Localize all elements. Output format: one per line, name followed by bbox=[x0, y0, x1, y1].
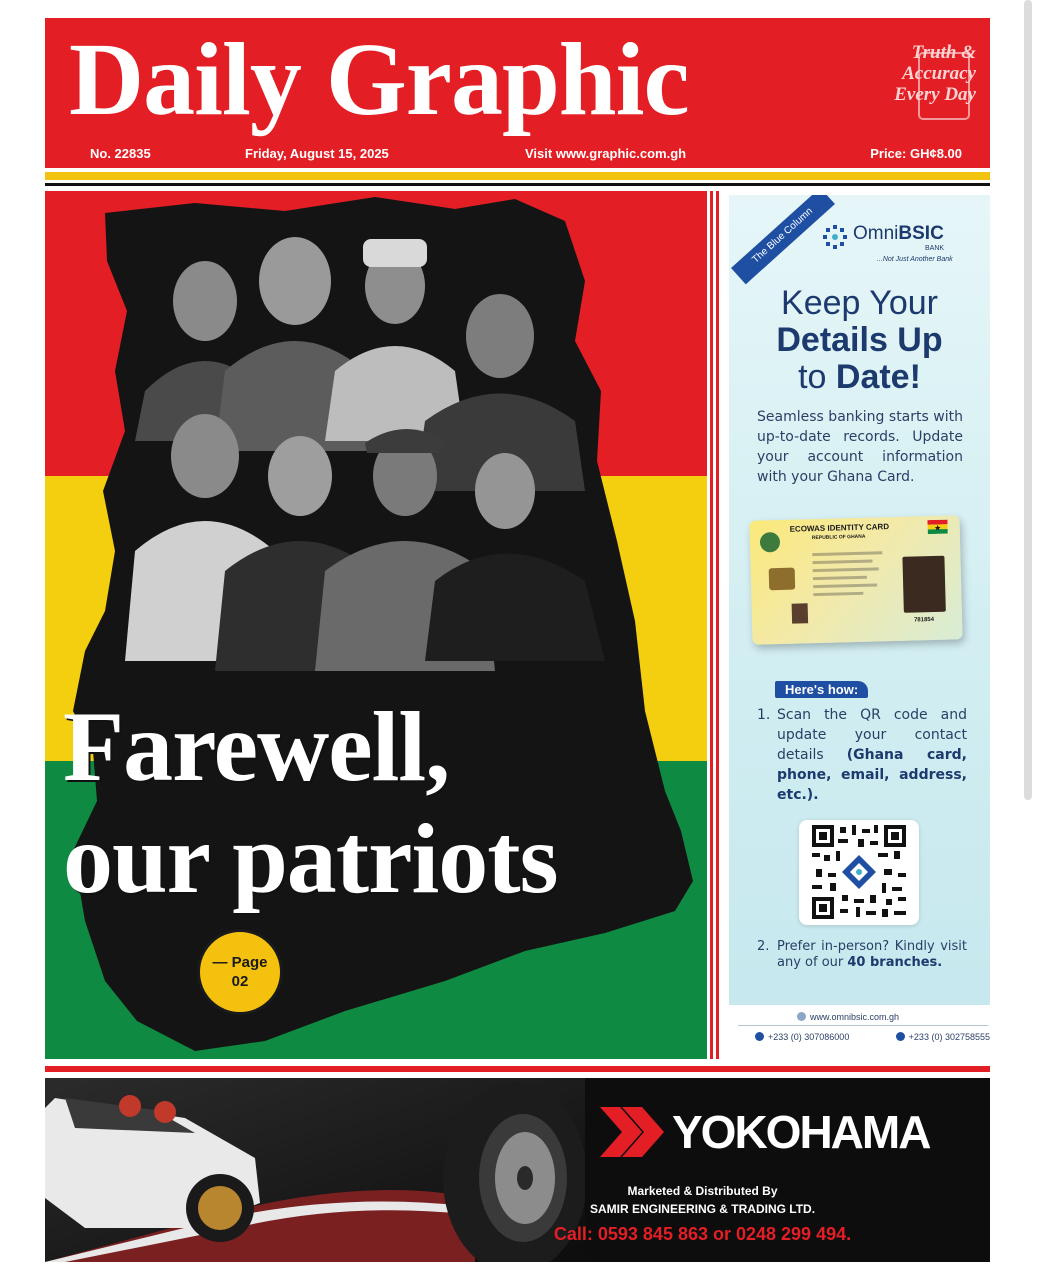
motto-line-1: Truth & bbox=[911, 42, 976, 63]
step-2-number: 2. bbox=[757, 939, 770, 954]
advert-separator-rule bbox=[45, 1066, 990, 1072]
card-text-line bbox=[813, 592, 863, 596]
portrait-head-8 bbox=[475, 453, 535, 529]
phone-1-number: +233 (0) 307086000 bbox=[768, 1032, 850, 1042]
ghana-flag-icon bbox=[927, 520, 947, 535]
ad-heading-line-2: Details Up bbox=[776, 321, 943, 359]
card-text-line bbox=[812, 560, 872, 565]
how-to-label: Here's how: bbox=[775, 681, 868, 698]
card-photo bbox=[902, 556, 945, 613]
card-chip-icon bbox=[769, 568, 796, 591]
masthead-gold-rule bbox=[45, 172, 990, 180]
column-divider bbox=[710, 191, 713, 1059]
issue-number: No. 22835 bbox=[90, 146, 151, 161]
cover-story[interactable] bbox=[45, 191, 707, 1059]
blue-column-ribbon: The Blue Column bbox=[731, 195, 835, 284]
omnibsic-logo-icon bbox=[823, 225, 847, 249]
car-taillight bbox=[119, 1095, 141, 1117]
yokohama-chevron-icon bbox=[600, 1107, 664, 1157]
omnibsic-brand bbox=[853, 223, 944, 245]
step-1 bbox=[757, 705, 967, 805]
card-country: REPUBLIC OF GHANA bbox=[811, 533, 866, 542]
yokohama-advert[interactable] bbox=[45, 1078, 990, 1262]
motto bbox=[864, 42, 976, 105]
phone-2[interactable] bbox=[896, 1032, 990, 1042]
phone-2-number: +233 (0) 302758555 bbox=[908, 1032, 990, 1042]
ad-heading-line-3 bbox=[729, 359, 990, 396]
portrait-head-5 bbox=[171, 414, 239, 498]
brand-tagline: ...Not Just Another Bank bbox=[877, 256, 953, 263]
heading-date: Date! bbox=[835, 358, 921, 396]
globe-icon bbox=[797, 1012, 806, 1021]
ad-body-text: Seamless banking starts with up-to-date records. Update your account information with your Ghana Card. bbox=[757, 409, 963, 485]
column-divider-inner bbox=[716, 191, 719, 1059]
brand-prefix: Omni bbox=[853, 223, 899, 244]
heading-to: to bbox=[798, 358, 836, 396]
step-1-body bbox=[757, 705, 967, 805]
portrait-head-1 bbox=[173, 261, 237, 341]
portrait-cap-3 bbox=[363, 239, 427, 267]
distributor-name: SAMIR ENGINEERING & TRADING LTD. bbox=[589, 1202, 816, 1216]
step-2-body bbox=[757, 939, 967, 971]
ghana-card-image bbox=[749, 515, 962, 644]
cover-headline[interactable] bbox=[63, 691, 703, 915]
issue-date: Friday, August 15, 2025 bbox=[245, 146, 389, 161]
ghana-map-with-portraits bbox=[45, 191, 707, 1059]
website-link[interactable]: Visit www.graphic.com.gh bbox=[525, 146, 687, 161]
yokohama-brand: YOKOHAMA bbox=[672, 1106, 930, 1158]
ad-heading-line-1: Keep Your bbox=[781, 284, 938, 322]
page-ref-number: 02 bbox=[231, 973, 249, 990]
step-2-text: Prefer in-person? Kindly visit any of our bbox=[777, 939, 967, 970]
card-text-line bbox=[812, 551, 882, 556]
brand-suffix: BSIC bbox=[898, 223, 944, 244]
step-2 bbox=[757, 939, 967, 971]
yokohama-logo bbox=[600, 1100, 929, 1164]
masthead bbox=[45, 18, 990, 168]
issue-price: Price: GH¢8.00 bbox=[870, 146, 962, 161]
card-number: 781854 bbox=[913, 616, 935, 624]
omnibsic-url: www.omnibsic.com.gh bbox=[810, 1012, 900, 1022]
portrait-head-4 bbox=[466, 294, 534, 378]
headline-line-2: our patriots bbox=[63, 803, 558, 914]
card-text-line bbox=[813, 567, 879, 572]
omnibsic-phones bbox=[755, 1032, 990, 1042]
portrait-head-6 bbox=[268, 436, 332, 516]
motto-line-3: Every Day bbox=[894, 84, 976, 105]
phone-icon bbox=[896, 1032, 905, 1041]
headline-line-1: Farewell, bbox=[63, 691, 450, 802]
masthead-info-strip bbox=[45, 144, 990, 164]
step-2-bold: 40 branches. bbox=[847, 955, 943, 970]
card-text-line bbox=[813, 583, 877, 588]
coat-of-arms-icon bbox=[760, 532, 781, 553]
distributor-phone[interactable]: Call: 0593 845 863 or 0248 299 494. bbox=[553, 1224, 852, 1244]
step-1-text: Scan the QR code and update your contact details bbox=[777, 707, 967, 763]
car-taillight bbox=[154, 1101, 176, 1123]
ad-contact-rule bbox=[738, 1025, 988, 1026]
page-reference-badge[interactable] bbox=[197, 929, 283, 1015]
omnibsic-advert[interactable] bbox=[729, 195, 990, 1005]
qr-code[interactable] bbox=[799, 820, 919, 925]
card-title: ECOWAS IDENTITY CARD bbox=[789, 522, 890, 534]
card-text-line bbox=[813, 576, 867, 580]
brand-sub: BANK bbox=[925, 245, 945, 252]
card-mini-photo bbox=[792, 603, 809, 623]
step-1-bold: (Ghana card, phone, email, address, etc.). bbox=[777, 747, 967, 803]
page-scrollbar[interactable] bbox=[1024, 0, 1032, 800]
distributor-label: Marketed & Distributed By bbox=[627, 1184, 778, 1198]
phone-icon bbox=[755, 1032, 764, 1041]
page-ref-label: — Page bbox=[212, 954, 268, 971]
masthead-black-rule bbox=[45, 183, 990, 186]
newspaper-title: Daily Graphic bbox=[69, 22, 689, 137]
step-1-number: 1. bbox=[757, 707, 771, 723]
motto-line-2: Accuracy bbox=[902, 63, 976, 84]
portrait-head-2 bbox=[259, 237, 331, 325]
omnibsic-website[interactable] bbox=[797, 1012, 899, 1022]
phone-1[interactable] bbox=[755, 1032, 849, 1042]
